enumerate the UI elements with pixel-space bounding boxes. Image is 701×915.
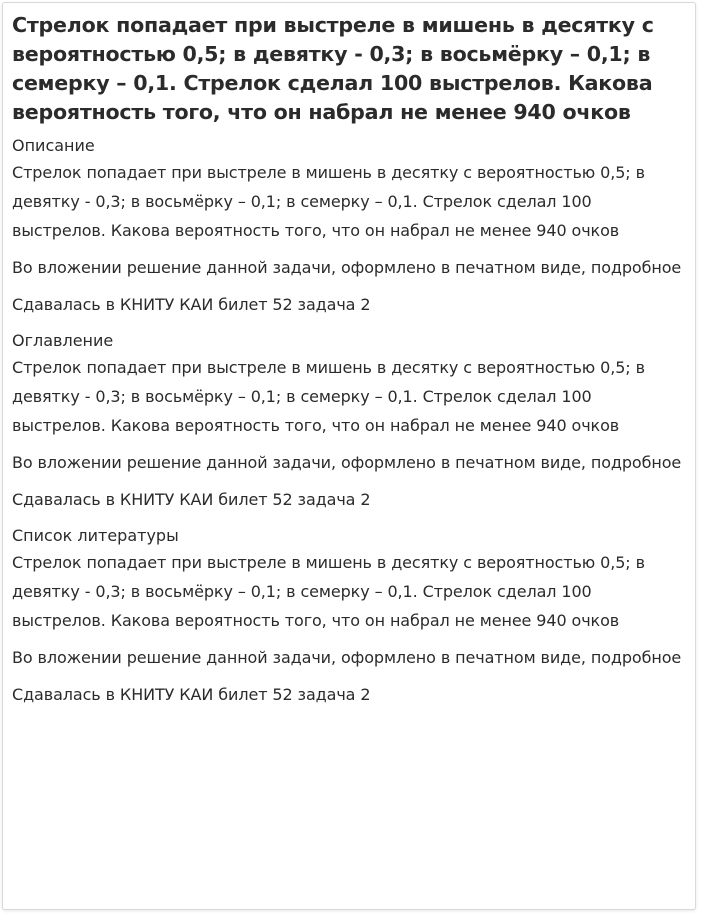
section-contents [12, 329, 687, 514]
paragraph-problem: Стрелок попадает при выстреле в мишень в десятку с вероятностью 0,5; в девятку - 0,3; в восьмёрку – 0,1; в семерку – 0,1. Стрелок сделал 100 выстрелов. Какова вероятность того, что он набрал не менее 940 очков [12, 553, 645, 630]
section-heading: Список литературы [12, 526, 179, 545]
section-literature [12, 524, 687, 709]
section-heading: Описание [12, 136, 95, 155]
paragraph-attachment: Во вложении решение данной задачи, оформлено в печатном виде, подробное [12, 453, 682, 472]
paragraph-problem: Стрелок попадает при выстреле в мишень в десятку с вероятностью 0,5; в девятку - 0,3; в восьмёрку – 0,1; в семерку – 0,1. Стрелок сделал 100 выстрелов. Какова вероятность того, что он набрал не менее 940 очков [12, 163, 645, 240]
paragraph-attachment: Во вложении решение данной задачи, оформлено в печатном виде, подробное [12, 648, 682, 667]
paragraph-source: Сдавалась в КНИТУ КАИ билет 52 задача 2 [12, 685, 371, 704]
paragraph-source: Сдавалась в КНИТУ КАИ билет 52 задача 2 [12, 295, 371, 314]
product-card [2, 2, 696, 910]
section-description [12, 134, 687, 319]
paragraph-problem: Стрелок попадает при выстреле в мишень в десятку с вероятностью 0,5; в девятку - 0,3; в восьмёрку – 0,1; в семерку – 0,1. Стрелок сделал 100 выстрелов. Какова вероятность того, что он набрал не менее 940 очков [12, 358, 645, 435]
page-title: Стрелок попадает при выстреле в мишень в десятку с вероятностью 0,5; в девятку - 0,3; в восьмёрку – 0,1; в семерку – 0,1. Стрелок сделал 100 выстрелов. Какова вероятность того, что он набрал не менее 940 очков [12, 13, 654, 124]
paragraph-attachment: Во вложении решение данной задачи, оформлено в печатном виде, подробное [12, 258, 682, 277]
paragraph-source: Сдавалась в КНИТУ КАИ билет 52 задача 2 [12, 490, 371, 509]
section-heading: Оглавление [12, 331, 114, 350]
